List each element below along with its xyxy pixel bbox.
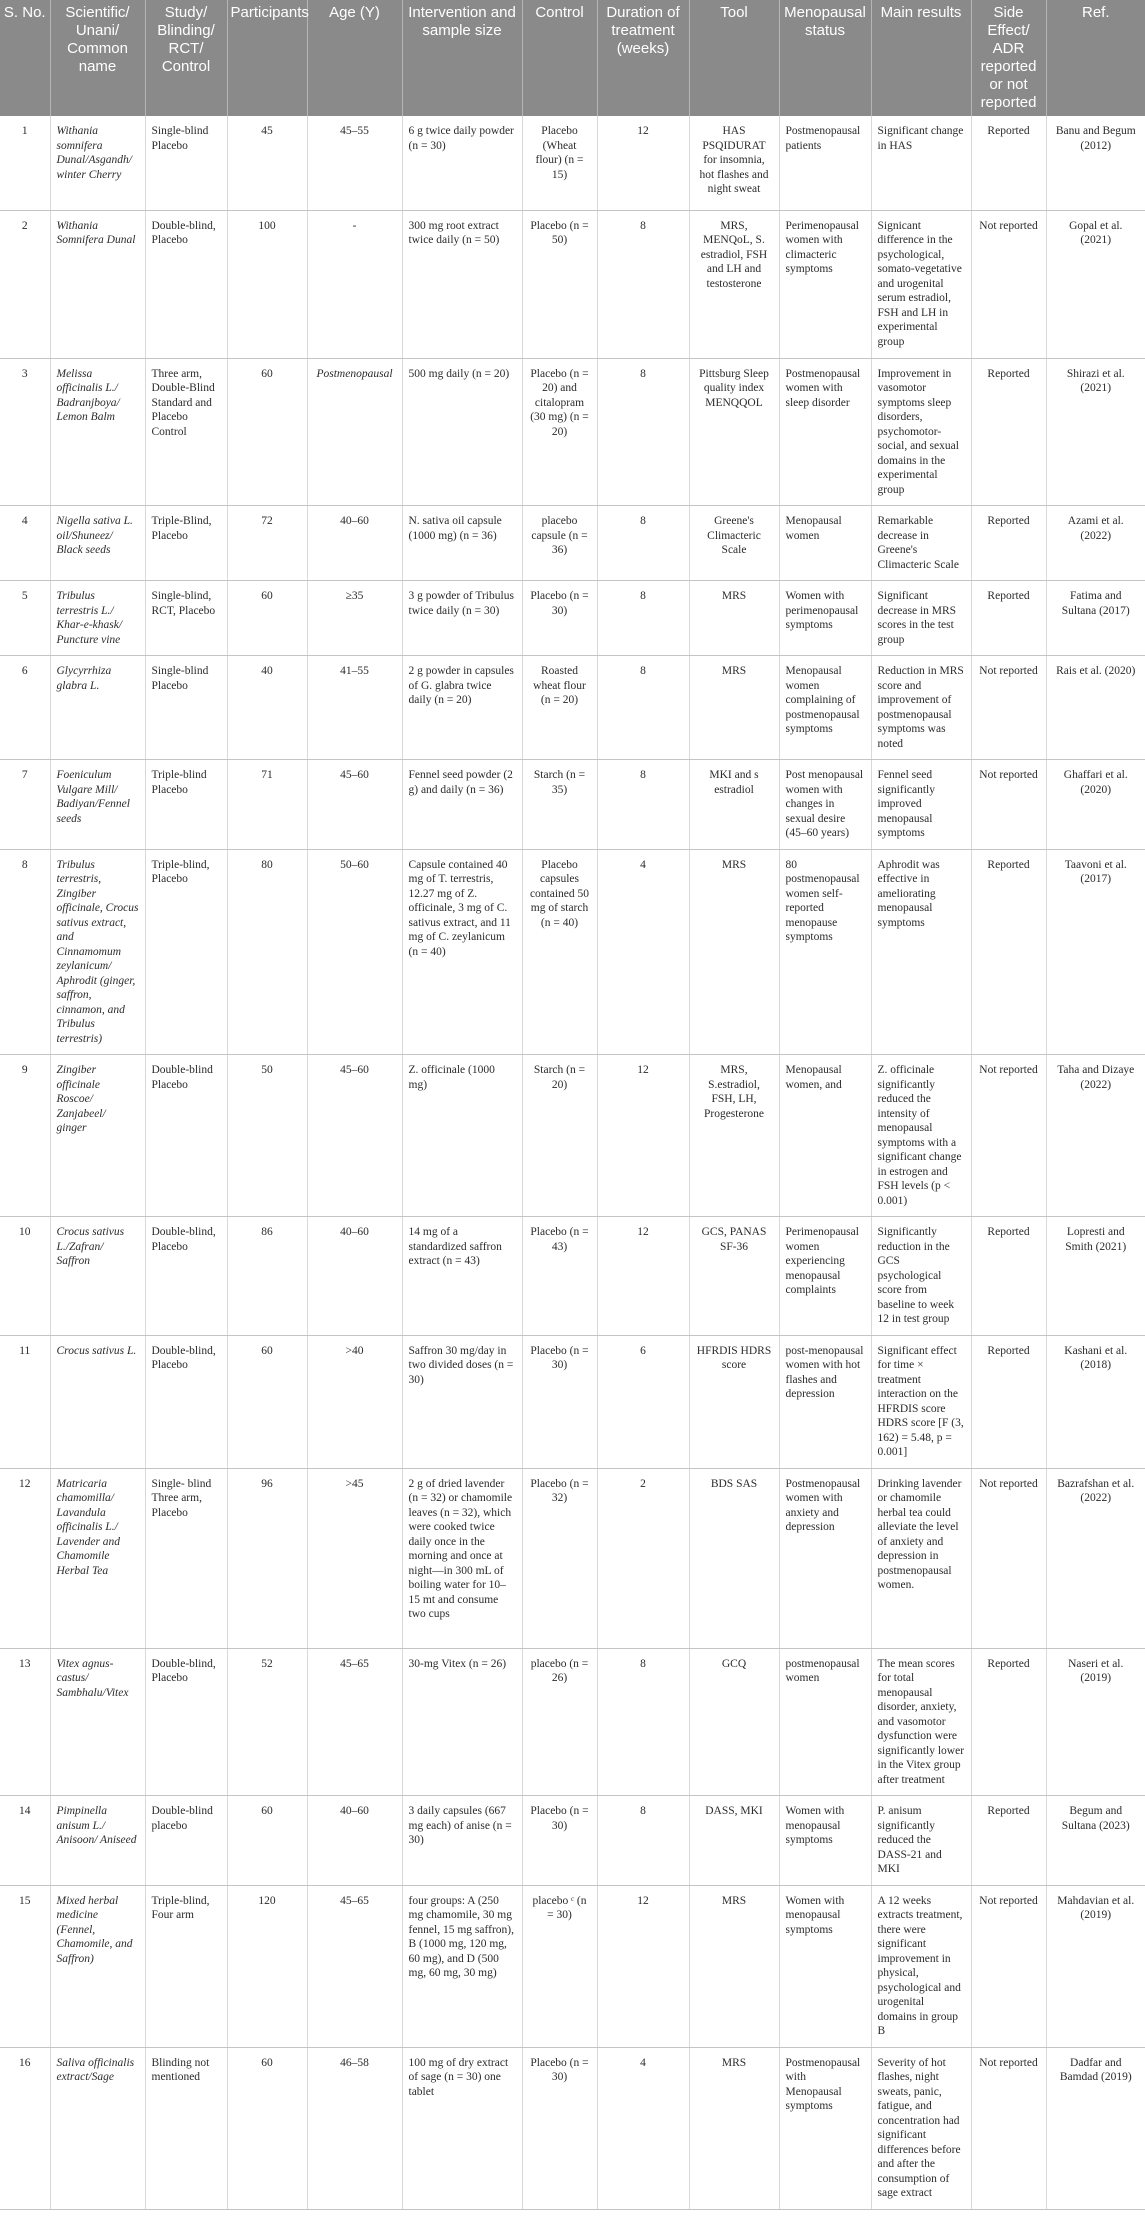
cell-name: Foeniculum Vulgare Mill/ Badiyan/Fennel seeds: [50, 760, 145, 850]
cell-control: Placebo (n = 30): [522, 581, 597, 656]
cell-participants: 60: [227, 1796, 307, 1886]
cell-age: 40–60: [307, 1796, 402, 1886]
cell-tool: Greene's Climacteric Scale: [689, 506, 779, 581]
cell-no: 13: [0, 1648, 50, 1796]
cell-control: Placebo (n = 30): [522, 1335, 597, 1468]
cell-no: 1: [0, 116, 50, 210]
cell-status: Women with menopausal symptoms: [779, 1796, 871, 1886]
cell-results: Aphrodit was effective in ameliorating menopausal symptoms: [871, 849, 971, 1055]
cell-study: Triple-blind Placebo: [145, 760, 227, 850]
cell-status: Women with perimenopausal symptoms: [779, 581, 871, 656]
column-header: Control: [522, 0, 597, 116]
cell-control: Placebo (n = 30): [522, 1796, 597, 1886]
cell-duration: 12: [597, 1055, 689, 1217]
cell-no: 2: [0, 210, 50, 358]
cell-no: 15: [0, 1885, 50, 2047]
cell-tool: HAS PSQIDURAT for insomnia, hot flashes and night sweat: [689, 116, 779, 210]
cell-intervention: 30-mg Vitex (n = 26): [402, 1648, 522, 1796]
cell-intervention: 300 mg root extract twice daily (n = 50): [402, 210, 522, 358]
table-row: [0, 1055, 1145, 1217]
column-header: Intervention and sample size: [402, 0, 522, 116]
cell-control: placebo (n = 26): [522, 1648, 597, 1796]
cell-name: Vitex agnus-castus/ Sambhalu/Vitex: [50, 1648, 145, 1796]
cell-ref: Azami et al. (2022): [1046, 506, 1145, 581]
cell-duration: 4: [597, 849, 689, 1055]
cell-participants: 60: [227, 2047, 307, 2209]
cell-control: Placebo (Wheat flour) (n = 15): [522, 116, 597, 210]
cell-study: Blinding not mentioned: [145, 2047, 227, 2209]
cell-results: The mean scores for total menopausal disorder, anxiety, and vasomotor dysfunction were significantly lower in the Vitex group after treatment: [871, 1648, 971, 1796]
cell-age: 45–65: [307, 1648, 402, 1796]
cell-age: 41–55: [307, 656, 402, 760]
cell-tool: MKI and s estradiol: [689, 760, 779, 850]
cell-age: 45–60: [307, 1055, 402, 1217]
cell-participants: 60: [227, 1335, 307, 1468]
cell-age: Postmenopausal: [307, 358, 402, 506]
cell-age: >40: [307, 1335, 402, 1468]
cell-age: 50–60: [307, 849, 402, 1055]
cell-no: 10: [0, 1217, 50, 1336]
cell-side: Reported: [971, 581, 1046, 656]
cell-age: 45–60: [307, 760, 402, 850]
cell-tool: MRS, MENQoL, S. estradiol, FSH and LH and testosterone: [689, 210, 779, 358]
cell-status: Menopausal women complaining of postmenopausal symptoms: [779, 656, 871, 760]
cell-duration: 6: [597, 1335, 689, 1468]
table-row: [0, 581, 1145, 656]
cell-name: Zingiber officinale Roscoe/ Zanjabeel/ ginger: [50, 1055, 145, 1217]
cell-side: Reported: [971, 1335, 1046, 1468]
cell-duration: 8: [597, 210, 689, 358]
table-row: [0, 849, 1145, 1055]
cell-tool: MRS: [689, 581, 779, 656]
cell-ref: Banu and Begum (2012): [1046, 116, 1145, 210]
cell-status: Postmenopausal women with sleep disorder: [779, 358, 871, 506]
cell-age: 45–55: [307, 116, 402, 210]
table-row: [0, 656, 1145, 760]
table-row: [0, 116, 1145, 210]
cell-study: Double-blind, Placebo: [145, 1335, 227, 1468]
column-header: Study/ Blinding/ RCT/ Control: [145, 0, 227, 116]
cell-side: Reported: [971, 358, 1046, 506]
cell-results: Significant decrease in MRS scores in the test group: [871, 581, 971, 656]
cell-ref: Rais et al. (2020): [1046, 656, 1145, 760]
cell-side: Not reported: [971, 1468, 1046, 1648]
cell-intervention: Fennel seed powder (2 g) and daily (n = 36): [402, 760, 522, 850]
cell-duration: 8: [597, 1648, 689, 1796]
cell-status: Perimenopausal women with climacteric symptoms: [779, 210, 871, 358]
cell-ref: Begum and Sultana (2023): [1046, 1796, 1145, 1886]
cell-participants: 80: [227, 849, 307, 1055]
cell-duration: 8: [597, 656, 689, 760]
cell-results: Fennel seed significantly improved menopausal symptoms: [871, 760, 971, 850]
cell-results: Significant change in HAS: [871, 116, 971, 210]
cell-study: Double-blind Placebo: [145, 1055, 227, 1217]
cell-participants: 40: [227, 656, 307, 760]
cell-duration: 8: [597, 358, 689, 506]
cell-status: Post menopausal women with changes in sexual desire (45–60 years): [779, 760, 871, 850]
cell-age: 46–58: [307, 2047, 402, 2209]
column-header: Main results: [871, 0, 971, 116]
cell-study: Triple-blind, Four arm: [145, 1885, 227, 2047]
cell-study: Single-blind Placebo: [145, 656, 227, 760]
cell-duration: 12: [597, 116, 689, 210]
cell-control: Placebo capsules contained 50 mg of starch (n = 40): [522, 849, 597, 1055]
cell-intervention: 2 g of dried lavender (n = 32) or chamomile leaves (n = 32), which were cooked twice daily once in the morning and once at night—in 300 mL of boiling water for 10–15 mt and consume two cups: [402, 1468, 522, 1648]
cell-intervention: 3 g powder of Tribulus twice daily (n = 30): [402, 581, 522, 656]
cell-age: >45: [307, 1468, 402, 1648]
cell-results: Signicant difference in the psychological, somato-vegetative and urogenital serum estradiol, FSH and LH in experimental group: [871, 210, 971, 358]
cell-intervention: N. sativa oil capsule (1000 mg) (n = 36): [402, 506, 522, 581]
cell-intervention: 6 g twice daily powder (n = 30): [402, 116, 522, 210]
cell-name: Withania Somnifera Dunal: [50, 210, 145, 358]
cell-study: Double-blind, Placebo: [145, 1648, 227, 1796]
column-header: Menopausal status: [779, 0, 871, 116]
cell-intervention: 2 g powder in capsules of G. glabra twice daily (n = 20): [402, 656, 522, 760]
cell-name: Saliva officinalis extract/Sage: [50, 2047, 145, 2209]
cell-name: Crocus sativus L./Zafran/ Saffron: [50, 1217, 145, 1336]
cell-intervention: 100 mg of dry extract of sage (n = 30) one tablet: [402, 2047, 522, 2209]
cell-name: Withania somnifera Dunal/Asgandh/ winter Cherry: [50, 116, 145, 210]
cell-ref: Bazrafshan et al. (2022): [1046, 1468, 1145, 1648]
cell-tool: MRS: [689, 656, 779, 760]
cell-name: Tribulus terrestris L./ Khar-e-khask/ Puncture vine: [50, 581, 145, 656]
cell-participants: 50: [227, 1055, 307, 1217]
cell-ref: Kashani et al. (2018): [1046, 1335, 1145, 1468]
cell-age: 40–60: [307, 1217, 402, 1336]
cell-side: Not reported: [971, 210, 1046, 358]
cell-control: Placebo (n = 50): [522, 210, 597, 358]
cell-ref: Taavoni et al. (2017): [1046, 849, 1145, 1055]
cell-participants: 52: [227, 1648, 307, 1796]
cell-results: Remarkable decrease in Greene's Climacteric Scale: [871, 506, 971, 581]
table-row: [0, 1468, 1145, 1648]
table-row: [0, 1335, 1145, 1468]
cell-tool: BDS SAS: [689, 1468, 779, 1648]
cell-results: P. anisum significantly reduced the DASS-21 and MKI: [871, 1796, 971, 1886]
cell-ref: Taha and Dizaye (2022): [1046, 1055, 1145, 1217]
cell-no: 5: [0, 581, 50, 656]
cell-study: Double-blind placebo: [145, 1796, 227, 1886]
cell-duration: 4: [597, 2047, 689, 2209]
cell-tool: MRS: [689, 2047, 779, 2209]
cell-status: Menopausal women: [779, 506, 871, 581]
cell-side: Reported: [971, 506, 1046, 581]
table-row: [0, 1796, 1145, 1886]
cell-side: Not reported: [971, 2047, 1046, 2209]
cell-control: Placebo (n = 20) and citalopram (30 mg) (n = 20): [522, 358, 597, 506]
cell-status: Postmenopausal women with anxiety and depression: [779, 1468, 871, 1648]
cell-ref: Naseri et al. (2019): [1046, 1648, 1145, 1796]
table-row: [0, 210, 1145, 358]
cell-participants: 96: [227, 1468, 307, 1648]
cell-no: 14: [0, 1796, 50, 1886]
cell-tool: DASS, MKI: [689, 1796, 779, 1886]
header-row: [0, 0, 1145, 116]
cell-status: 80 postmenopausal women self-reported menopause symptoms: [779, 849, 871, 1055]
cell-intervention: 14 mg of a standardized saffron extract (n = 43): [402, 1217, 522, 1336]
cell-status: Postmenopausal patients: [779, 116, 871, 210]
cell-name: Mixed herbal medicine (Fennel, Chamomile, and Saffron): [50, 1885, 145, 2047]
cell-name: Pimpinella anisum L./ Anisoon/ Aniseed: [50, 1796, 145, 1886]
column-header: Ref.: [1046, 0, 1145, 116]
cell-no: 16: [0, 2047, 50, 2209]
cell-status: Perimenopausal women experiencing menopausal complaints: [779, 1217, 871, 1336]
cell-participants: 120: [227, 1885, 307, 2047]
cell-duration: 8: [597, 760, 689, 850]
cell-duration: 8: [597, 1796, 689, 1886]
cell-ref: Shirazi et al. (2021): [1046, 358, 1145, 506]
cell-control: Placebo (n = 30): [522, 2047, 597, 2209]
cell-name: Melissa officinalis L./ Badranjboya/ Lemon Balm: [50, 358, 145, 506]
cell-control: placebo ᶜ (n = 30): [522, 1885, 597, 2047]
cell-ref: Gopal et al. (2021): [1046, 210, 1145, 358]
cell-duration: 2: [597, 1468, 689, 1648]
cell-participants: 60: [227, 358, 307, 506]
cell-study: Single- blind Three arm, Placebo: [145, 1468, 227, 1648]
cell-control: Roasted wheat flour (n = 20): [522, 656, 597, 760]
cell-tool: Pittsburg Sleep quality index MENQQOL: [689, 358, 779, 506]
cell-duration: 12: [597, 1217, 689, 1336]
cell-ref: Lopresti and Smith (2021): [1046, 1217, 1145, 1336]
table-row: [0, 358, 1145, 506]
cell-no: 8: [0, 849, 50, 1055]
cell-results: Significant effect for time × treatment interaction on the HFRDIS score HDRS score [F (3, 162) = 5.48, p = 0.001]: [871, 1335, 971, 1468]
cell-ref: Dadfar and Bamdad (2019): [1046, 2047, 1145, 2209]
cell-side: Not reported: [971, 760, 1046, 850]
cell-tool: GCS, PANAS SF-36: [689, 1217, 779, 1336]
table-row: [0, 1217, 1145, 1336]
cell-intervention: four groups: A (250 mg chamomile, 30 mg fennel, 15 mg saffron), B (1000 mg, 120 mg, 60 mg), and D (500 mg, 60 mg, 30 mg): [402, 1885, 522, 2047]
cell-participants: 86: [227, 1217, 307, 1336]
cell-duration: 8: [597, 581, 689, 656]
cell-status: postmenopausal women: [779, 1648, 871, 1796]
cell-no: 3: [0, 358, 50, 506]
cell-ref: Fatima and Sultana (2017): [1046, 581, 1145, 656]
cell-side: Not reported: [971, 1055, 1046, 1217]
column-header: Participants: [227, 0, 307, 116]
cell-no: 4: [0, 506, 50, 581]
column-header: Age (Y): [307, 0, 402, 116]
cell-participants: 45: [227, 116, 307, 210]
cell-intervention: Capsule contained 40 mg of T. terrestris, 12.27 mg of Z. officinale, 3 mg of C. sativus extract, and 11 mg of C. zeylanicum (n = 40): [402, 849, 522, 1055]
cell-ref: Ghaffari et al. (2020): [1046, 760, 1145, 850]
cell-study: Single-blind Placebo: [145, 116, 227, 210]
cell-control: Starch (n = 20): [522, 1055, 597, 1217]
cell-side: Not reported: [971, 656, 1046, 760]
cell-results: Reduction in MRS score and improvement of postmenopausal symptoms was noted: [871, 656, 971, 760]
cell-results: Severity of hot flashes, night sweats, panic, fatigue, and concentration had significant differences before and after the consumption of sage extract: [871, 2047, 971, 2209]
cell-study: Double-blind, Placebo: [145, 1217, 227, 1336]
cell-duration: 12: [597, 1885, 689, 2047]
cell-study: Triple-blind, Placebo: [145, 849, 227, 1055]
cell-duration: 8: [597, 506, 689, 581]
cell-participants: 72: [227, 506, 307, 581]
cell-tool: GCQ: [689, 1648, 779, 1796]
table-row: [0, 1885, 1145, 2047]
cell-age: 45–65: [307, 1885, 402, 2047]
table-body: [0, 116, 1145, 2209]
cell-control: placebo capsule (n = 36): [522, 506, 597, 581]
cell-results: Significantly reduction in the GCS psychological score from baseline to week 12 in test group: [871, 1217, 971, 1336]
cell-intervention: Z. officinale (1000 mg): [402, 1055, 522, 1217]
cell-side: Not reported: [971, 1885, 1046, 2047]
cell-study: Double-blind, Placebo: [145, 210, 227, 358]
cell-no: 11: [0, 1335, 50, 1468]
cell-study: Single-blind, RCT, Placebo: [145, 581, 227, 656]
cell-status: post-menopausal women with hot flashes and depression: [779, 1335, 871, 1468]
cell-results: A 12 weeks extracts treatment, there were significant improvement in physical, psychological and urogenital domains in group B: [871, 1885, 971, 2047]
cell-study: Three arm, Double-Blind Standard and Placebo Control: [145, 358, 227, 506]
cell-status: Women with menopausal symptoms: [779, 1885, 871, 2047]
cell-status: Postmenopausal with Menopausal symptoms: [779, 2047, 871, 2209]
cell-side: Reported: [971, 116, 1046, 210]
cell-study: Triple-Blind, Placebo: [145, 506, 227, 581]
cell-age: 40–60: [307, 506, 402, 581]
cell-name: Glycyrrhiza glabra L.: [50, 656, 145, 760]
cell-results: Z. officinale significantly reduced the intensity of menopausal symptoms with a significant change in estrogen and FSH levels (p < 0.001): [871, 1055, 971, 1217]
cell-participants: 100: [227, 210, 307, 358]
cell-no: 12: [0, 1468, 50, 1648]
cell-intervention: Saffron 30 mg/day in two divided doses (n = 30): [402, 1335, 522, 1468]
column-header: Tool: [689, 0, 779, 116]
table-row: [0, 2047, 1145, 2209]
cell-side: Reported: [971, 1217, 1046, 1336]
cell-name: Tribulus terrestris, Zingiber officinale, Crocus sativus extract, and Cinnamomum zeylanicum/ Aphrodit (ginger, saffron, cinnamon, and Tribulus terrestris): [50, 849, 145, 1055]
cell-no: 9: [0, 1055, 50, 1217]
column-header: Duration of treatment (weeks): [597, 0, 689, 116]
cell-side: Reported: [971, 849, 1046, 1055]
cell-intervention: 500 mg daily (n = 20): [402, 358, 522, 506]
cell-name: Nigella sativa L. oil/Shuneez/ Black seeds: [50, 506, 145, 581]
cell-side: Reported: [971, 1648, 1046, 1796]
table-row: [0, 1648, 1145, 1796]
cell-no: 6: [0, 656, 50, 760]
cell-intervention: 3 daily capsules (667 mg each) of anise (n = 30): [402, 1796, 522, 1886]
cell-age: ≥35: [307, 581, 402, 656]
cell-participants: 60: [227, 581, 307, 656]
cell-tool: HFRDIS HDRS score: [689, 1335, 779, 1468]
cell-name: Matricaria chamomilla/ Lavandula officinalis L./ Lavender and Chamomile Herbal Tea: [50, 1468, 145, 1648]
column-header: Scientific/ Unani/ Common name: [50, 0, 145, 116]
cell-control: Placebo (n = 43): [522, 1217, 597, 1336]
cell-tool: MRS: [689, 849, 779, 1055]
column-header: Side Effect/ ADR reported or not reported: [971, 0, 1046, 116]
cell-side: Reported: [971, 1796, 1046, 1886]
column-header: S. No.: [0, 0, 50, 116]
cell-age: -: [307, 210, 402, 358]
table-row: [0, 760, 1145, 850]
table-row: [0, 506, 1145, 581]
table-header: [0, 0, 1145, 116]
cell-tool: MRS: [689, 1885, 779, 2047]
cell-control: Starch (n = 35): [522, 760, 597, 850]
cell-ref: Mahdavian et al. (2019): [1046, 1885, 1145, 2047]
cell-control: Placebo (n = 32): [522, 1468, 597, 1648]
cell-status: Menopausal women, and: [779, 1055, 871, 1217]
cell-no: 7: [0, 760, 50, 850]
cell-results: Drinking lavender or chamomile herbal tea could alleviate the level of anxiety and depression in postmenopausal women.: [871, 1468, 971, 1648]
cell-name: Crocus sativus L.: [50, 1335, 145, 1468]
cell-tool: MRS, S.estradiol, FSH, LH, Progesterone: [689, 1055, 779, 1217]
cell-participants: 71: [227, 760, 307, 850]
cell-results: Improvement in vasomotor symptoms sleep disorders, psychomotor-social, and sexual domains in the experimental group: [871, 358, 971, 506]
